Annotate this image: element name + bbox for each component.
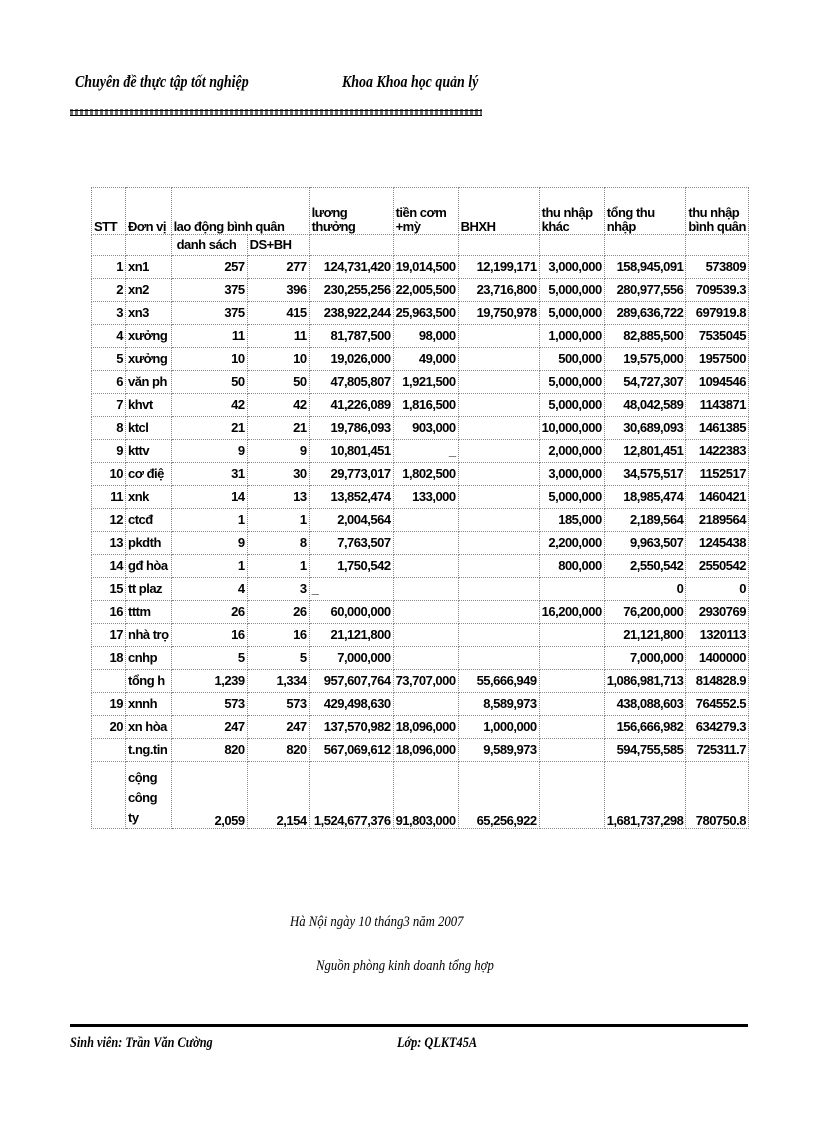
cell-unit: t.ng.tin [126,739,172,762]
cell-salary: 238,922,244 [309,302,393,325]
cell-labor-ds: 14 [171,486,247,509]
empty-cell [686,235,749,256]
col-header-avg [686,188,749,235]
cell-labor-ds: 1 [171,509,247,532]
cell-other-income: 2,200,000 [539,532,604,555]
cell-labor-ds: 247 [171,716,247,739]
cell-other-income [539,739,604,762]
cell-unit: văn ph [126,371,172,394]
cell-other-income: 10,000,000 [539,417,604,440]
cell-salary: 429,498,630 [309,693,393,716]
table-row [92,302,749,325]
cell-unit: tt plaz [126,578,172,601]
cell-other-income: 5,000,000 [539,394,604,417]
col-header-total [604,188,686,235]
income-table [91,187,749,829]
cell-grand-total-label [126,762,172,829]
cell-unit: pkdth [126,532,172,555]
cell-meal [393,509,458,532]
cell-stt: 12 [92,509,126,532]
cell-meal: 18,096,000 [393,739,458,762]
cell-avg-income: 2189564 [686,509,749,532]
cell-stt: 20 [92,716,126,739]
cell-meal [393,532,458,555]
cell-bhxh [458,555,539,578]
cell-salary: 1,750,542 [309,555,393,578]
cell-avg-income: 814828.9 [686,670,749,693]
cell-labor-dsbh: 1,334 [247,670,309,693]
cell-labor-dsbh: 277 [247,256,309,279]
table-row [92,417,749,440]
header-dash-rule [70,109,482,116]
cell-other-income: 1,000,000 [539,325,604,348]
cell-bhxh [458,624,539,647]
cell-bhxh: 23,716,800 [458,279,539,302]
cell-avg-income: 2550542 [686,555,749,578]
cell-stt [92,670,126,693]
cell-total-income: 1,681,737,298 [604,762,686,829]
cell-avg-income: 764552.5 [686,693,749,716]
cell-meal: 133,000 [393,486,458,509]
cell-total-income: 76,200,000 [604,601,686,624]
cell-other-income: 3,000,000 [539,256,604,279]
cell-avg-income: 1460421 [686,486,749,509]
table-row [92,601,749,624]
cell-other-income: 500,000 [539,348,604,371]
cell-meal: 91,803,000 [393,762,458,829]
cell-meal: _ [393,440,458,463]
cell-salary: 21,121,800 [309,624,393,647]
cell-labor-dsbh: 9 [247,440,309,463]
cell-meal [393,555,458,578]
cell-total-income: 9,963,507 [604,532,686,555]
cell-bhxh: 8,589,973 [458,693,539,716]
col-header-salary [309,188,393,235]
col-header-stt: STT [92,188,126,235]
cell-bhxh [458,440,539,463]
cell-salary: 29,773,017 [309,463,393,486]
cell-stt: 5 [92,348,126,371]
cell-other-income: 5,000,000 [539,302,604,325]
cell-meal [393,693,458,716]
cell-avg-income: 7535045 [686,325,749,348]
table-row [92,486,749,509]
cell-other-income: 2,000,000 [539,440,604,463]
cell-salary: 124,731,420 [309,256,393,279]
cell-total-income: 1,086,981,713 [604,670,686,693]
cell-labor-ds: 16 [171,624,247,647]
cell-other-income [539,578,604,601]
cell-stt: 15 [92,578,126,601]
cell-labor-dsbh: 11 [247,325,309,348]
cell-bhxh [458,647,539,670]
cell-unit: cnhp [126,647,172,670]
empty-cell [458,235,539,256]
cell-bhxh [458,532,539,555]
cell-total-income: 156,666,982 [604,716,686,739]
cell-avg-income: 634279.3 [686,716,749,739]
cell-other-income [539,762,604,829]
cell-meal [393,647,458,670]
cell-stt [92,762,126,829]
table-row [92,578,749,601]
grand-total-label-line: công [128,790,158,805]
cell-salary: 19,026,000 [309,348,393,371]
cell-labor-ds: 26 [171,601,247,624]
cell-avg-income: 709539.3 [686,279,749,302]
cell-labor-ds: 820 [171,739,247,762]
table-row-grand-total [92,762,749,829]
cell-total-income: 12,801,451 [604,440,686,463]
cell-stt: 7 [92,394,126,417]
cell-unit: ktcl [126,417,172,440]
col-header-meal-l1: tiền cơm [395,205,447,220]
cell-meal: 19,014,500 [393,256,458,279]
cell-bhxh [458,417,539,440]
footer-divider [70,1024,748,1027]
cell-bhxh: 19,750,978 [458,302,539,325]
cell-stt: 6 [92,371,126,394]
cell-stt: 16 [92,601,126,624]
col-header-meal [393,188,458,235]
table-row [92,716,749,739]
cell-other-income [539,647,604,670]
cell-unit: ctcđ [126,509,172,532]
cell-avg-income: 697919.8 [686,302,749,325]
grand-total-label-line: cộng [128,770,158,785]
table-row [92,647,749,670]
empty-cell [393,235,458,256]
cell-salary: 81,787,500 [309,325,393,348]
cell-salary: 41,226,089 [309,394,393,417]
col-header-avg-l1: thu nhập [688,205,740,220]
cell-other-income: 800,000 [539,555,604,578]
footer-student: Sinh viên: Trần Văn Cường [70,1035,213,1051]
cell-total-income: 2,189,564 [604,509,686,532]
cell-labor-dsbh: 16 [247,624,309,647]
cell-meal: 73,707,000 [393,670,458,693]
cell-labor-dsbh: 10 [247,348,309,371]
cell-salary: 19,786,093 [309,417,393,440]
cell-avg-income: 2930769 [686,601,749,624]
cell-labor-dsbh: 247 [247,716,309,739]
cell-stt: 9 [92,440,126,463]
cell-bhxh [458,463,539,486]
cell-labor-ds: 375 [171,302,247,325]
cell-stt: 3 [92,302,126,325]
col-header-other [539,188,604,235]
table-row [92,440,749,463]
date-line: Hà Nội ngày 10 tháng3 năm 2007 [290,914,464,930]
cell-labor-ds: 1 [171,555,247,578]
cell-other-income [539,716,604,739]
cell-total-income: 158,945,091 [604,256,686,279]
cell-avg-income: 1152517 [686,463,749,486]
cell-unit: tổng h [126,670,172,693]
table-row [92,371,749,394]
grand-total-label-line: ty [128,810,139,825]
cell-salary: 230,255,256 [309,279,393,302]
cell-meal [393,601,458,624]
cell-labor-dsbh: 13 [247,486,309,509]
cell-other-income: 5,000,000 [539,486,604,509]
cell-stt: 19 [92,693,126,716]
cell-stt: 11 [92,486,126,509]
cell-labor-dsbh: 1 [247,509,309,532]
cell-salary: 1,524,677,376 [309,762,393,829]
cell-total-income: 82,885,500 [604,325,686,348]
table-row [92,348,749,371]
cell-total-income: 18,985,474 [604,486,686,509]
cell-meal: 1,816,500 [393,394,458,417]
empty-cell [309,235,393,256]
cell-labor-dsbh: 21 [247,417,309,440]
cell-avg-income: 725311.7 [686,739,749,762]
cell-unit: gđ hòa [126,555,172,578]
cell-stt: 2 [92,279,126,302]
cell-total-income: 30,689,093 [604,417,686,440]
cell-meal: 25,963,500 [393,302,458,325]
cell-salary: 60,000,000 [309,601,393,624]
cell-bhxh [458,348,539,371]
cell-total-income: 48,042,589 [604,394,686,417]
cell-labor-dsbh: 573 [247,693,309,716]
cell-labor-ds: 42 [171,394,247,417]
header-title-right: Khoa Khoa học quản lý [342,72,479,91]
cell-bhxh: 12,199,171 [458,256,539,279]
cell-other-income [539,624,604,647]
cell-other-income: 185,000 [539,509,604,532]
cell-total-income: 0 [604,578,686,601]
cell-bhxh: 1,000,000 [458,716,539,739]
table-row [92,693,749,716]
cell-avg-income: 0 [686,578,749,601]
cell-total-income: 280,977,556 [604,279,686,302]
cell-salary: 957,607,764 [309,670,393,693]
col-header-other-l1: thu nhập [541,205,593,220]
cell-stt: 1 [92,256,126,279]
table-row [92,739,749,762]
cell-salary: 2,004,564 [309,509,393,532]
table-row [92,279,749,302]
cell-labor-ds: 257 [171,256,247,279]
cell-unit: khvt [126,394,172,417]
cell-labor-dsbh: 396 [247,279,309,302]
cell-unit: nhà trọ [126,624,172,647]
cell-avg-income: 780750.8 [686,762,749,829]
cell-salary: 137,570,982 [309,716,393,739]
empty-cell [126,235,172,256]
cell-labor-ds: 5 [171,647,247,670]
cell-stt: 18 [92,647,126,670]
cell-total-income: 594,755,585 [604,739,686,762]
cell-meal: 98,000 [393,325,458,348]
cell-meal: 22,005,500 [393,279,458,302]
cell-bhxh [458,509,539,532]
cell-other-income: 16,200,000 [539,601,604,624]
table-body [92,188,749,829]
cell-bhxh [458,371,539,394]
cell-unit: tttm [126,601,172,624]
cell-labor-dsbh: 50 [247,371,309,394]
header-title-left: Chuyên đề thực tập tốt nghiệp [75,72,249,91]
cell-bhxh [458,578,539,601]
col-header-total-l1: tổng thu [606,205,655,220]
cell-meal: 903,000 [393,417,458,440]
header-row [92,188,749,235]
cell-labor-ds: 2,059 [171,762,247,829]
cell-bhxh: 55,666,949 [458,670,539,693]
cell-unit: xn2 [126,279,172,302]
cell-stt [92,739,126,762]
cell-total-income: 19,575,000 [604,348,686,371]
cell-labor-dsbh: 1 [247,555,309,578]
cell-avg-income: 1245438 [686,532,749,555]
cell-bhxh: 9,589,973 [458,739,539,762]
empty-cell [92,235,126,256]
cell-salary: 7,000,000 [309,647,393,670]
table-row [92,532,749,555]
col-header-salary-l1: lương [311,205,348,220]
cell-labor-ds: 21 [171,417,247,440]
cell-unit: xưởng [126,325,172,348]
cell-unit: xnk [126,486,172,509]
cell-labor-ds: 375 [171,279,247,302]
cell-other-income [539,693,604,716]
col-header-bhxh: BHXH [458,188,539,235]
cell-unit: xn3 [126,302,172,325]
cell-stt: 14 [92,555,126,578]
table-row [92,256,749,279]
cell-other-income: 5,000,000 [539,371,604,394]
cell-labor-ds: 4 [171,578,247,601]
cell-labor-ds: 9 [171,440,247,463]
cell-labor-dsbh: 8 [247,532,309,555]
cell-labor-ds: 11 [171,325,247,348]
cell-meal [393,578,458,601]
cell-total-income: 54,727,307 [604,371,686,394]
cell-unit: xnnh [126,693,172,716]
cell-bhxh [458,325,539,348]
col-header-other-l2: khác [541,219,570,234]
col-header-salary-l2: thưởng [311,219,356,234]
col-header-labor-ds: danh sách [171,235,247,256]
col-header-unit: Đơn vị [126,188,172,235]
cell-total-income: 438,088,603 [604,693,686,716]
cell-other-income: 5,000,000 [539,279,604,302]
cell-meal: 49,000 [393,348,458,371]
cell-unit: xưởng [126,348,172,371]
col-header-meal-l2: +mỳ [395,219,421,234]
cell-total-income: 289,636,722 [604,302,686,325]
cell-labor-ds: 1,239 [171,670,247,693]
cell-unit: cơ điệ [126,463,172,486]
cell-labor-ds: 9 [171,532,247,555]
cell-avg-income: 1320113 [686,624,749,647]
source-line: Nguồn phòng kinh doanh tổng hợp [316,958,494,974]
cell-bhxh: 65,256,922 [458,762,539,829]
cell-meal: 18,096,000 [393,716,458,739]
cell-labor-dsbh: 3 [247,578,309,601]
cell-total-income: 21,121,800 [604,624,686,647]
cell-salary: _ [309,578,393,601]
cell-stt: 8 [92,417,126,440]
cell-avg-income: 1461385 [686,417,749,440]
empty-cell [539,235,604,256]
empty-cell [604,235,686,256]
cell-other-income [539,670,604,693]
cell-other-income: 3,000,000 [539,463,604,486]
cell-unit: xn1 [126,256,172,279]
cell-salary: 567,069,612 [309,739,393,762]
cell-avg-income: 1143871 [686,394,749,417]
cell-avg-income: 1422383 [686,440,749,463]
col-header-labor-dsbh: DS+BH [247,235,309,256]
cell-bhxh [458,394,539,417]
table-row [92,555,749,578]
cell-salary: 7,763,507 [309,532,393,555]
cell-total-income: 34,575,517 [604,463,686,486]
cell-total-income: 7,000,000 [604,647,686,670]
cell-stt: 10 [92,463,126,486]
cell-avg-income: 1957500 [686,348,749,371]
cell-stt: 13 [92,532,126,555]
cell-labor-dsbh: 2,154 [247,762,309,829]
cell-labor-dsbh: 415 [247,302,309,325]
footer-class: Lớp: QLKT45A [397,1035,478,1051]
cell-avg-income: 1094546 [686,371,749,394]
cell-labor-ds: 50 [171,371,247,394]
cell-unit: kttv [126,440,172,463]
cell-stt: 4 [92,325,126,348]
cell-labor-ds: 10 [171,348,247,371]
cell-salary: 47,805,807 [309,371,393,394]
table-row [92,624,749,647]
col-header-avg-l2: bình quân [688,219,746,234]
cell-avg-income: 573809 [686,256,749,279]
cell-bhxh [458,601,539,624]
cell-meal: 1,802,500 [393,463,458,486]
cell-avg-income: 1400000 [686,647,749,670]
cell-labor-dsbh: 26 [247,601,309,624]
cell-labor-ds: 31 [171,463,247,486]
cell-labor-dsbh: 42 [247,394,309,417]
cell-salary: 10,801,451 [309,440,393,463]
subheader-row [92,235,749,256]
col-header-labor: lao động bình quân [171,188,309,235]
table-row [92,670,749,693]
table-row [92,394,749,417]
cell-meal: 1,921,500 [393,371,458,394]
cell-meal [393,624,458,647]
table-row [92,509,749,532]
cell-labor-ds: 573 [171,693,247,716]
cell-stt: 17 [92,624,126,647]
cell-labor-dsbh: 30 [247,463,309,486]
table-row [92,463,749,486]
cell-labor-dsbh: 5 [247,647,309,670]
cell-labor-dsbh: 820 [247,739,309,762]
cell-total-income: 2,550,542 [604,555,686,578]
cell-unit: xn hòa [126,716,172,739]
table-row [92,325,749,348]
col-header-total-l2: nhập [606,219,636,234]
cell-bhxh [458,486,539,509]
cell-salary: 13,852,474 [309,486,393,509]
